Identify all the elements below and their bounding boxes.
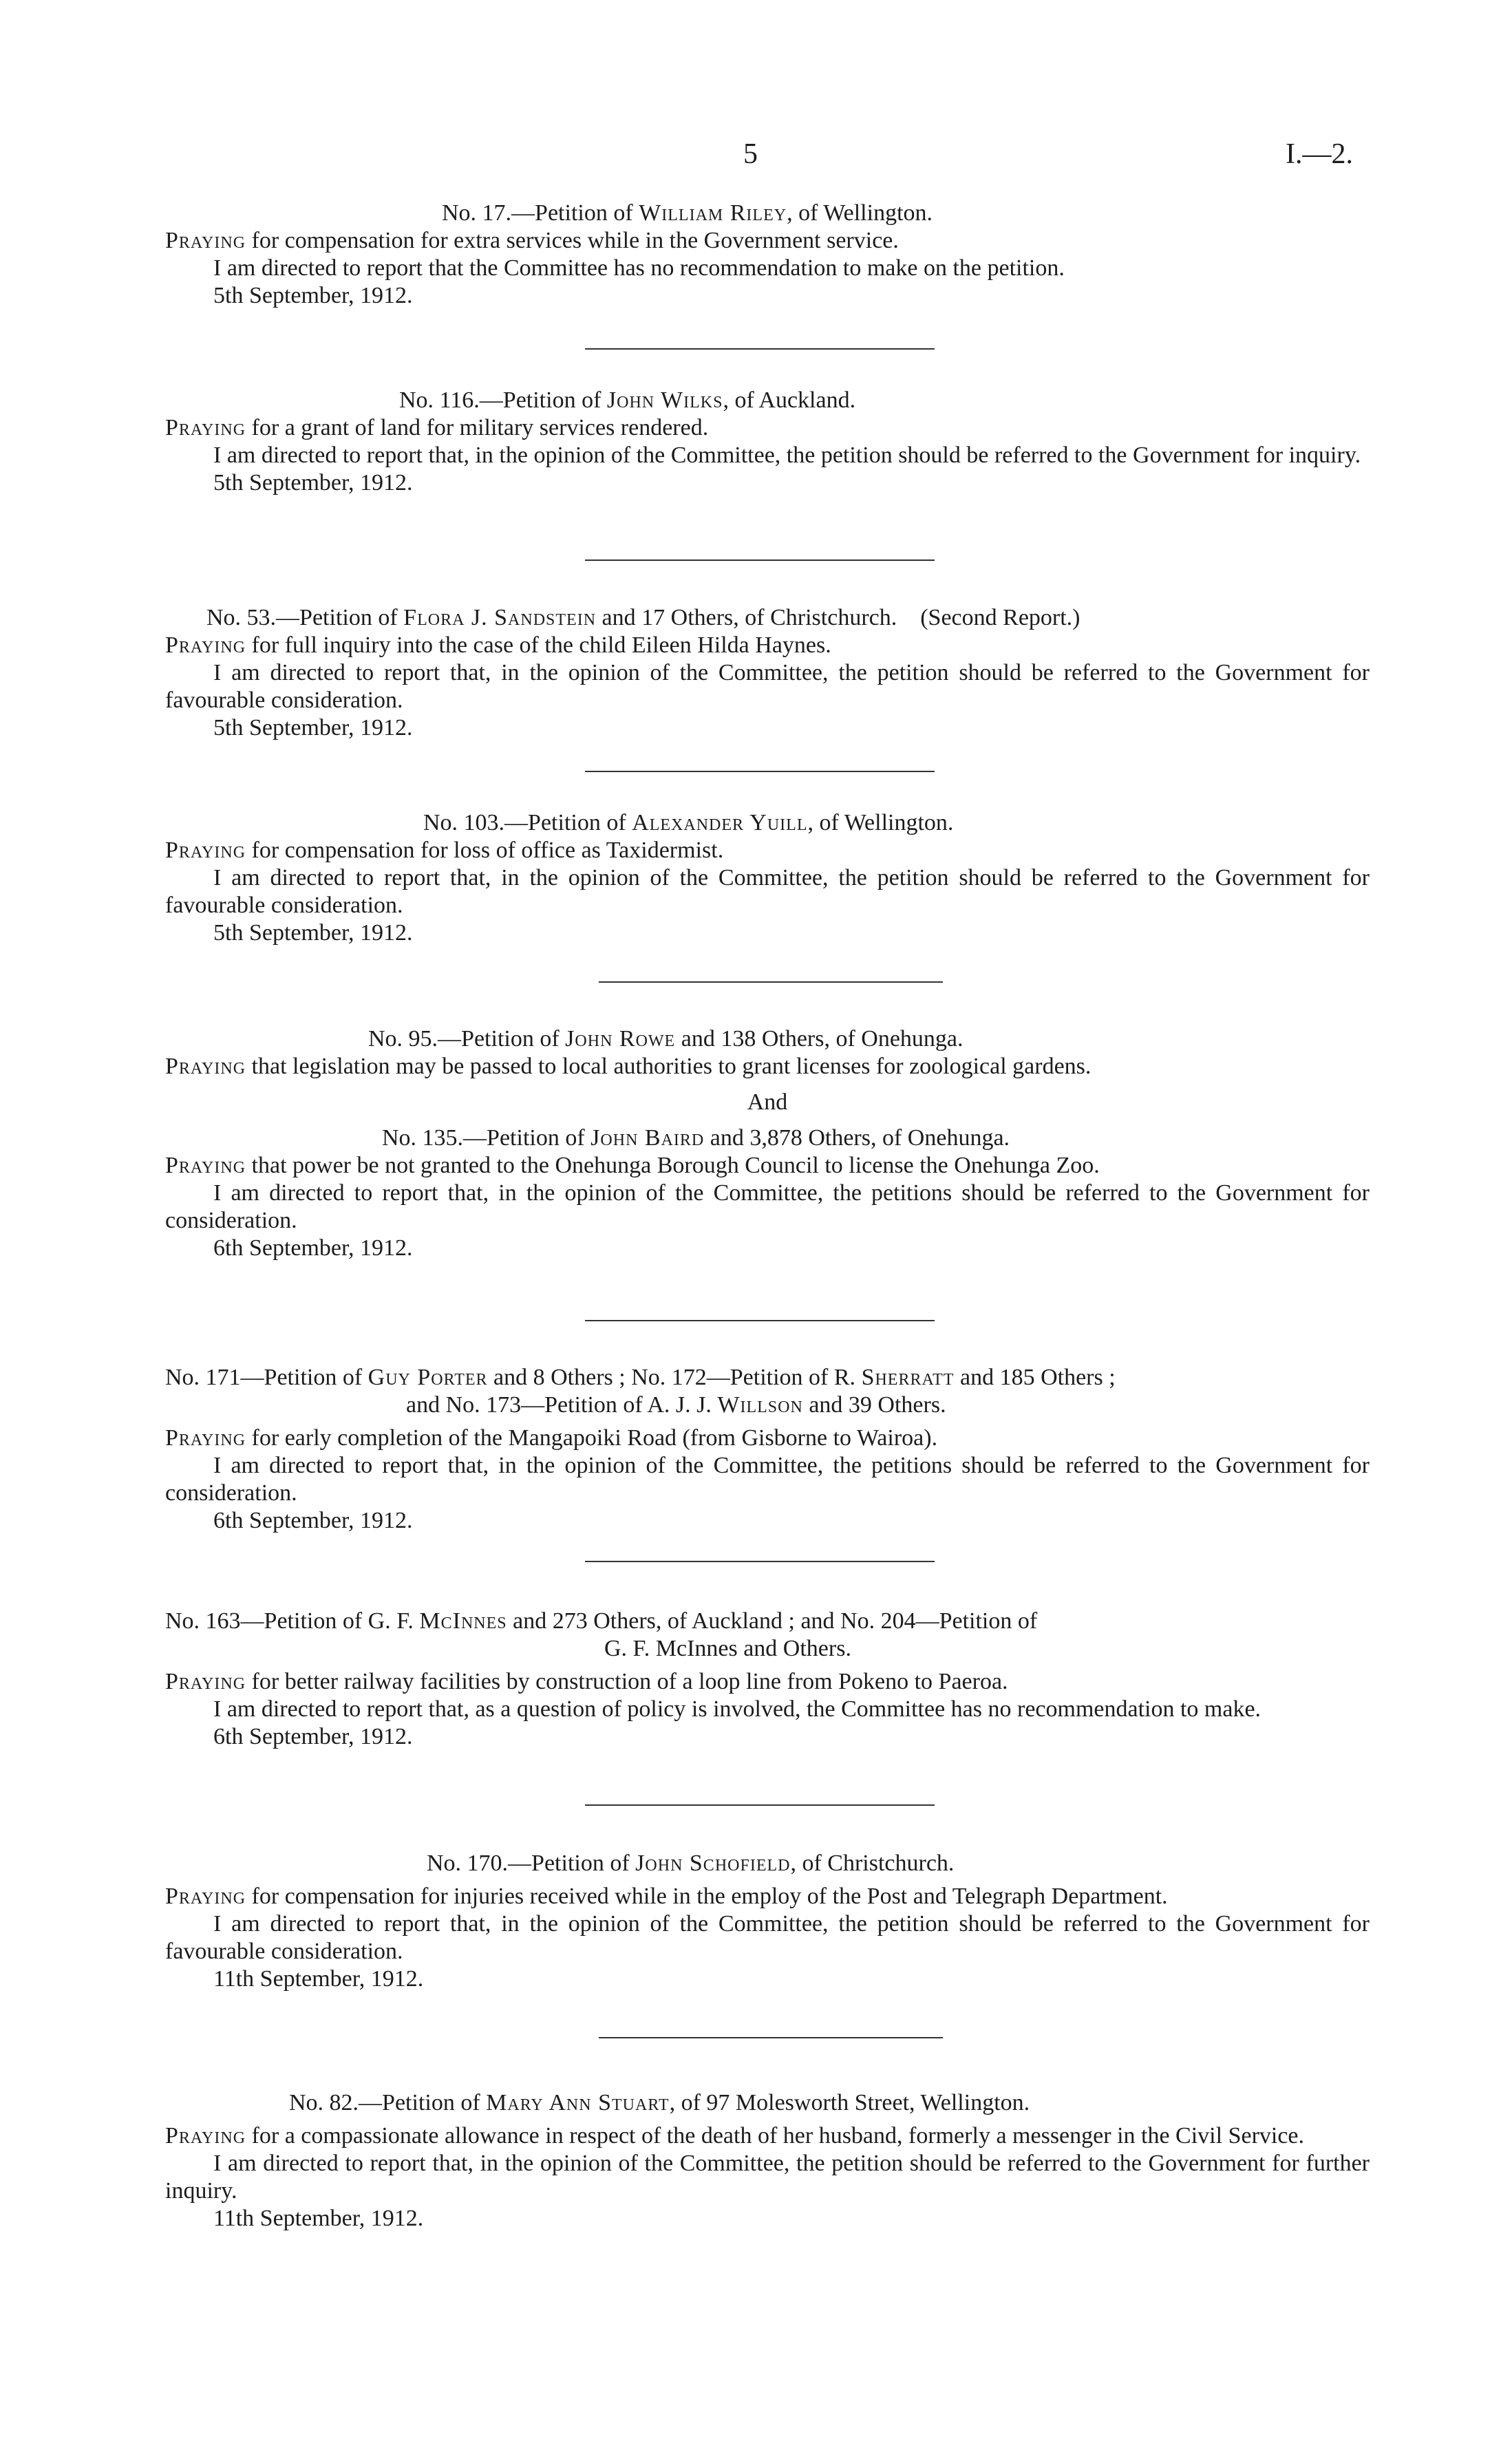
petitioner-name: Flora J. Sandstein xyxy=(403,605,597,630)
report-date: 11th September, 1912. xyxy=(213,2206,424,2231)
committee-report: I am directed to report that, in the opinion of the Committee, the petition should be referred to the Government for favourable consideration. xyxy=(165,1911,1370,1964)
praying-line: Praying for a grant of land for military services rendered. xyxy=(165,415,709,440)
petition-no-17 xyxy=(165,200,1370,310)
section-divider xyxy=(585,1804,935,1806)
petition-no-171-172-173 xyxy=(165,1364,1370,1535)
petition-title-continued: and No. 173—Petition of A. J. J. Willson and 39 Others. xyxy=(406,1392,946,1418)
petitioner-name: Willson xyxy=(717,1392,803,1418)
praying-line: Praying for better railway facilities by construction of a loop line from Pokeno to Paeroa. xyxy=(165,1669,1008,1694)
petition-no-95-and-135 xyxy=(165,1025,1370,1262)
page-number: 5 xyxy=(743,138,758,170)
praying-line: Praying for compensation for extra services while in the Government service. xyxy=(165,228,899,253)
committee-report: I am directed to report that, in the opinion of the Committee, the petition should be referred to the Government for further inquiry. xyxy=(165,2151,1370,2204)
praying-label: Praying xyxy=(165,1425,246,1451)
petition-title: No. 95.—Petition of John Rowe and 138 Others, of Onehunga. xyxy=(368,1026,963,1052)
praying-label: Praying xyxy=(165,415,246,440)
report-date: 5th September, 1912. xyxy=(213,920,413,946)
petitioner-name: John Wilks xyxy=(606,387,723,413)
praying-line: Praying for compensation for injuries received while in the employ of the Post and Telegraph Department. xyxy=(165,1884,1168,1909)
petitioner-name: Sherratt xyxy=(861,1365,955,1390)
petitioner-name: John Schofield xyxy=(635,1851,791,1876)
praying-line: Praying for early completion of the Mangapoiki Road (from Gisborne to Wairoa). xyxy=(165,1425,938,1451)
praying-label: Praying xyxy=(165,632,246,658)
praying-label: Praying xyxy=(165,1054,246,1079)
petition-title: No. 171—Petition of Guy Porter and 8 Others ; No. 172—Petition of R. Sherratt and 185 Others ; xyxy=(165,1365,1116,1390)
section-divider xyxy=(585,348,935,350)
committee-report: I am directed to report that, in the opinion of the Committee, the petition should be referred to the Government for favourable consideration. xyxy=(165,865,1370,918)
committee-report: I am directed to report that, as a question of policy is involved, the Committee has no recommendation to make. xyxy=(213,1696,1261,1722)
petition-no-103 xyxy=(165,809,1370,947)
petition-title: No. 53.—Petition of Flora J. Sandstein and 17 Others, of Christchurch. (Second Report.) xyxy=(206,605,1080,630)
petitioner-name: John Baird xyxy=(590,1125,705,1151)
petition-no-82 xyxy=(165,2089,1370,2232)
praying-label: Praying xyxy=(165,228,246,253)
committee-report: I am directed to report that, in the opinion of the Committee, the petition should be referred to the Government for inquiry. xyxy=(213,443,1361,468)
petition-title-secondary: No. 135.—Petition of John Baird and 3,878 Others, of Onehunga. xyxy=(382,1125,1010,1151)
committee-report: I am directed to report that the Committee has no recommendation to make on the petition. xyxy=(213,255,1065,281)
petition-title: No. 163—Petition of G. F. McInnes and 273 Others, of Auckland ; and No. 204—Petition of xyxy=(165,1608,1038,1634)
petitioner-name: Alexander Yuill xyxy=(632,810,808,835)
praying-line: Praying for full inquiry into the case of the child Eileen Hilda Haynes. xyxy=(165,632,831,658)
petition-title: No. 103.—Petition of Alexander Yuill, of Wellington. xyxy=(423,810,954,835)
praying-label: Praying xyxy=(165,2123,246,2149)
petitioner-name: Mary Ann Stuart xyxy=(486,2090,670,2115)
petitioner-name: Guy Porter xyxy=(368,1365,488,1390)
petition-no-116 xyxy=(165,387,1370,497)
praying-line: Praying for compensation for loss of office as Taxidermist. xyxy=(165,838,724,863)
praying-line-secondary: Praying that power be not granted to the Onehunga Borough Council to license the Onehunga Zoo. xyxy=(165,1153,1100,1178)
petition-title-continued: G. F. McInnes and Others. xyxy=(604,1636,851,1661)
praying-label: Praying xyxy=(165,1153,246,1178)
petitioner-name: John Rowe xyxy=(565,1026,676,1052)
report-date: 6th September, 1912. xyxy=(213,1235,413,1261)
report-date: 6th September, 1912. xyxy=(213,1724,413,1749)
petition-title: No. 17.—Petition of William Riley, of Wellington. xyxy=(442,200,933,226)
and-separator: And xyxy=(747,1089,788,1115)
praying-line: Praying that legislation may be passed to local authorities to grant licenses for zoological gardens. xyxy=(165,1054,1092,1079)
petitioner-name: McInnes xyxy=(419,1608,507,1634)
report-date: 5th September, 1912. xyxy=(213,470,413,495)
report-date: 5th September, 1912. xyxy=(213,283,413,308)
petition-title: No. 116.—Petition of John Wilks, of Auckland. xyxy=(399,387,856,413)
praying-label: Praying xyxy=(165,1884,246,1909)
section-divider xyxy=(599,2037,943,2038)
praying-label: Praying xyxy=(165,1669,246,1694)
committee-report: I am directed to report that, in the opinion of the Committee, the petitions should be referred to the Government for consideration. xyxy=(165,1453,1370,1506)
praying-label: Praying xyxy=(165,838,246,863)
praying-line: Praying for a compassionate allowance in respect of the death of her husband, formerly a messenger in the Civil Service. xyxy=(165,2123,1305,2149)
section-divider xyxy=(585,771,935,772)
section-divider xyxy=(585,1561,935,1562)
petition-no-170 xyxy=(165,1850,1370,1993)
committee-report: I am directed to report that, in the opinion of the Committee, the petitions should be referred to the Government for consideration. xyxy=(165,1180,1370,1233)
petition-title: No. 82.—Petition of Mary Ann Stuart, of 97 Molesworth Street, Wellington. xyxy=(289,2090,1030,2115)
section-divider xyxy=(585,559,935,561)
petitioner-name: William Riley xyxy=(639,200,787,226)
petition-no-53 xyxy=(165,604,1370,742)
section-divider xyxy=(585,1320,935,1321)
paper-reference: I.—2. xyxy=(1286,138,1353,170)
petition-no-163-and-204 xyxy=(165,1608,1370,1751)
report-date: 11th September, 1912. xyxy=(213,1966,424,1992)
section-divider xyxy=(599,981,943,983)
report-date: 5th September, 1912. xyxy=(213,715,413,740)
report-date: 6th September, 1912. xyxy=(213,1508,413,1533)
committee-report: I am directed to report that, in the opinion of the Committee, the petition should be referred to the Government for favourable consideration. xyxy=(165,660,1370,713)
petition-title: No. 170.—Petition of John Schofield, of Christchurch. xyxy=(427,1851,955,1876)
